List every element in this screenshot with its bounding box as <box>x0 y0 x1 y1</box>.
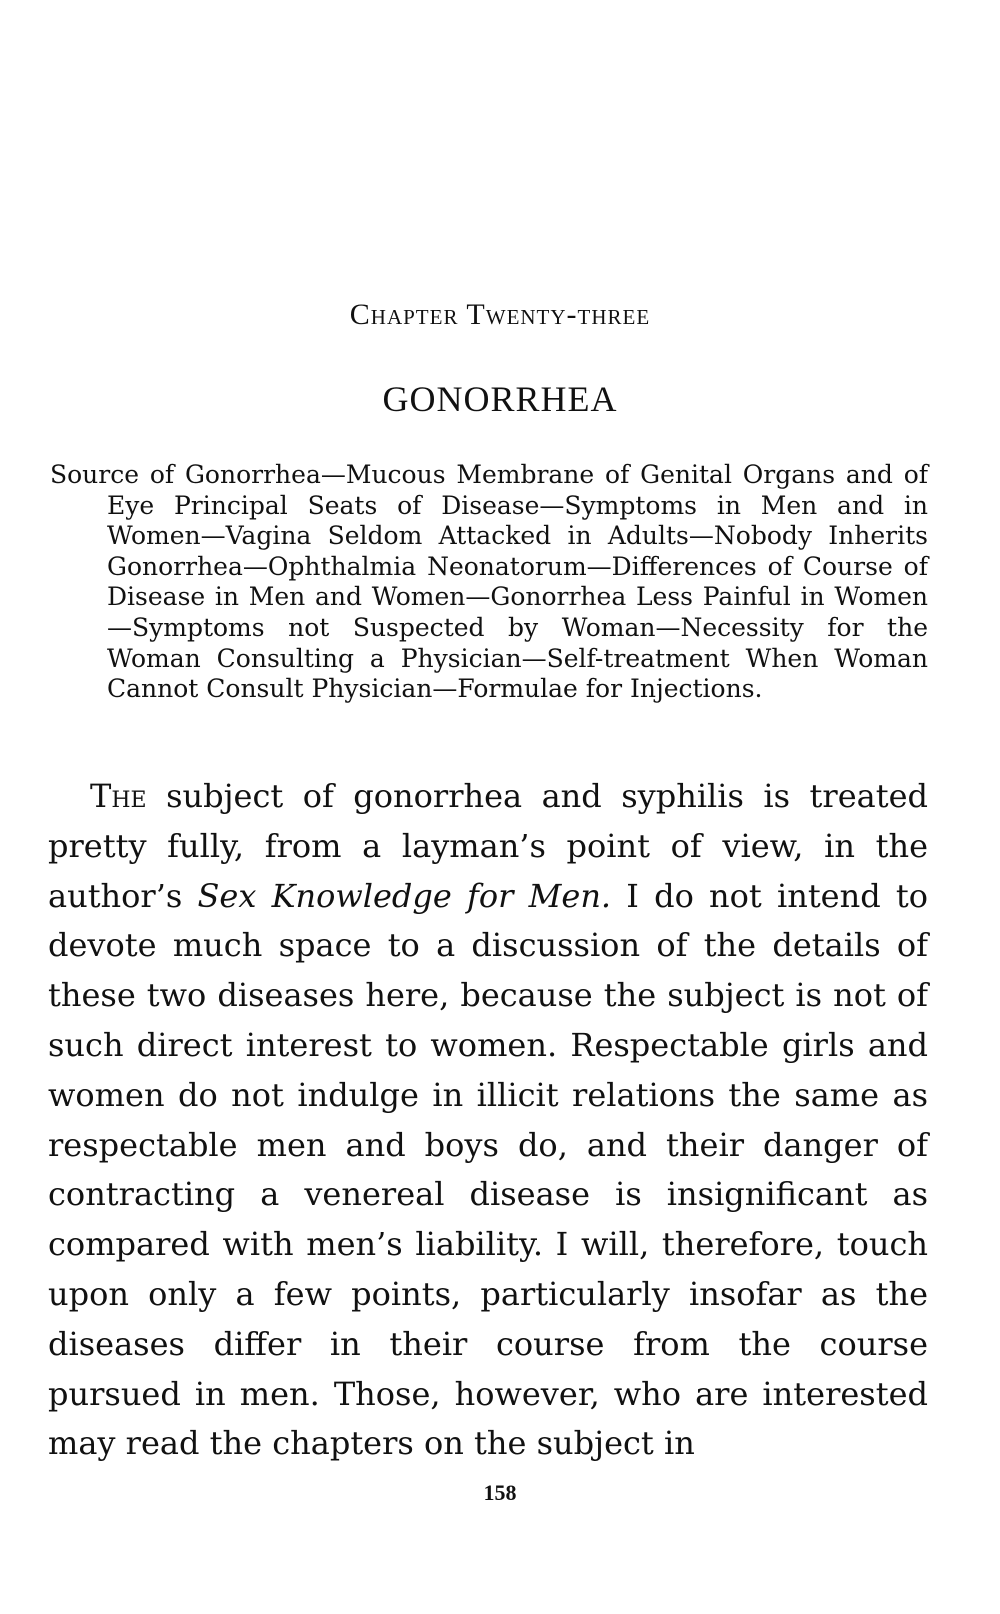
body-text-part-1: subject of gonorrhea and syphilis is treated pretty fully, from a layman’s point of view, in the author’s <box>48 777 928 915</box>
page-number: 158 <box>483 1480 517 1505</box>
chapter-label: Chapter Twenty-three <box>349 298 651 331</box>
chapter-synopsis: Source of Gonorrhea—Mucous Membrane of Genital Organs and of Eye Principal Seats of Disease—Symptoms in Men and in Women—Vagina Seldom Attacked in Adults—Nobody Inherits Gonorrhea—Ophthalmia Neonatorum—Differences of Course of Disease in Men and Women—Gonorrhea Less Painful in Women—Symptoms not Suspected by Woman—Necessity for the Woman Consulting a Physician—Self-treatment When Woman Cannot Consult Physician—Formulae for Injections. <box>50 460 928 704</box>
chapter-title: GONORRHEA <box>382 379 618 419</box>
lead-word: The <box>90 777 147 815</box>
body-text-part-2: I do not intend to devote much space to a discussion of the details of these two diseases here, because the subject is not of such direct interest to women. Respectable girls and women do not indulge in illicit relations the same as respectable men and boys do, and their danger of contracting a venereal disease is insignificant as compared with men’s liability. I will, therefore, touch upon only a few points, particularly insofar as the diseases differ in their course from the course pursued in men. Those, however, who are interested may read the chapters on the subject in <box>48 876 929 1463</box>
book-title-reference: Sex Knowledge for Men. <box>197 876 612 915</box>
body-paragraph <box>48 772 928 1469</box>
